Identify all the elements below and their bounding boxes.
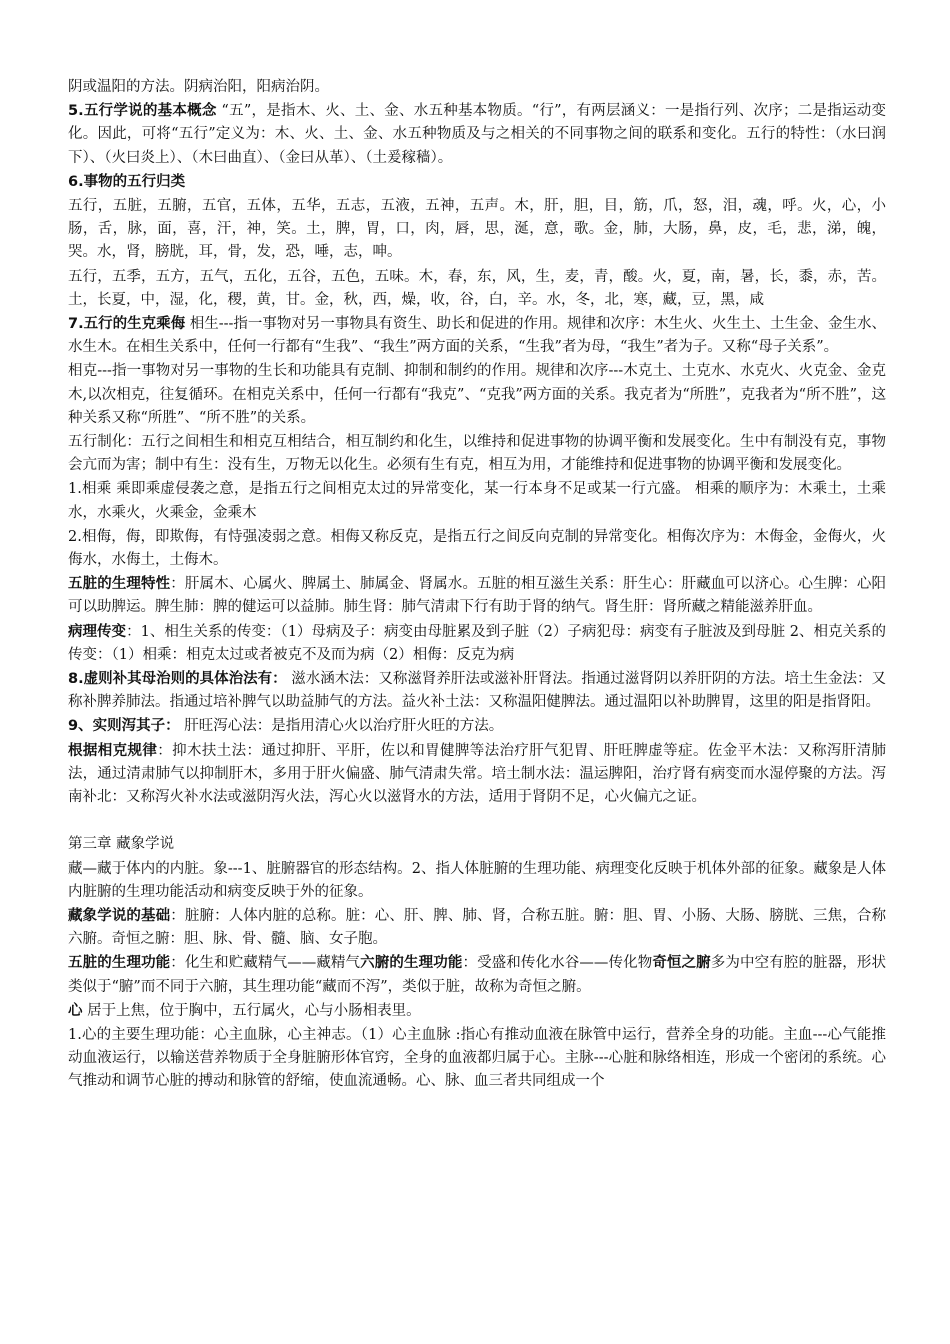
section-heading: 藏象学说的基础 (68, 907, 171, 924)
paragraph-text: ：抑木扶土法：通过抑肝、平肝，佐以和胃健脾等法治疗肝气犯胃、肝旺脾虚等症。佐金平木法：又称泻肝清肺法，通过清肃肺气以抑制肝木，多用于肝火偏盛、肺气清肃失常。培土制水法：温运脾阳，治疗肾有病变而水湿停聚的方法。泻南补北：又称泻火补水法或滋阴泻火法，泻心火以滋肾水的方法，适用于肾阴不足，心火偏亢之证。 (68, 742, 886, 806)
section-heading: 7.五行的生克乘侮 (68, 316, 186, 333)
section-heading: 五脏的生理功能 (68, 955, 171, 972)
paragraph-zangxiang-basis (68, 905, 886, 951)
section-heading: 心 (68, 1002, 83, 1019)
paragraph-five-elements-classification-heading (68, 171, 886, 194)
paragraph-text: 2.相侮，侮，即欺侮，有恃强凌弱之意。相侮又称反克，是指五行之间反向克制的异常变化。相侮次序为：木侮金，金侮火，火侮水，水侮土，土侮木。 (68, 528, 886, 569)
paragraph-organ-characteristics (68, 573, 886, 619)
paragraph-text: 1.心的主要生理功能：心主血脉，心主神志。（1）心主血脉 :指心有推动血液在脉管中运行，营养全身的功能。主血---心气能推动血液运行，以输送营养物质于全身脏腑形体官窍，全身的血液都归属于心。主脉---心脏和脉络相连，形成一个密闭的系统。心气推动和调节心脏的搏动和脉管的舒缩，使血流通畅。心、脉、血三者共同组成一个 (68, 1026, 886, 1090)
paragraph-text: 五行，五季，五方，五气，五化，五谷，五色，五味。木，春，东，风，生，麦，青，酸。火，夏，南，暑，长，黍，赤，苦。土，长夏，中，湿，化，稷，黄，甘。金，秋，西，燥，收，谷，白，辛。水，冬，北，寒，藏，豆，黑，咸 (68, 268, 886, 308)
paragraph-control-transformation (68, 431, 886, 477)
paragraph-five-seasons-table (68, 266, 886, 312)
paragraph-heart-functions (68, 1024, 886, 1094)
section-heading: 六腑的生理功能 (360, 955, 463, 972)
paragraph-purge-child (68, 715, 886, 738)
paragraph-tonify-mother (68, 668, 886, 714)
paragraph-text: ：1、相生关系的传变：（1）母病及子：病变由母脏累及到子脏（2）子病犯母：病变有子脏波及到母脏 2、相克关系的传变：（1）相乘：相克太过或者被克不及而为病（2）相侮：反克为病 (68, 623, 887, 663)
paragraph-overacting (68, 478, 886, 524)
paragraph-text: 相生---指一事物对另一事物具有资生、助长和促进的作用。规律和次序：木生火、火生土、土生金、金生水、水生木。在相生关系中，任何一行都有“生我”、“我生”两方面的关系，“生我”者为母，“我生”者为子。又称“母子关系”。 (68, 316, 886, 356)
paragraph-text: ：化生和贮藏精气——藏精气 (170, 955, 361, 972)
paragraph-five-organs-table (68, 195, 886, 265)
paragraph-text: 藏—藏于体内的内脏。象---1、脏腑器官的形态结构。2、指人体脏腑的生理功能、病理变化反映于机体外部的征象。藏象是人体内脏腑的生理功能活动和病变反映于外的征象。 (68, 860, 886, 900)
paragraph-counteracting (68, 526, 886, 572)
paragraph-organ-functions (68, 952, 886, 998)
paragraph-text: 肝旺泻心法：是指用清心火以治疗肝火旺的方法。 (179, 718, 504, 735)
section-heading: 根据相克规律 (68, 742, 158, 759)
paragraph-text: 滋水涵木法：又称滋肾养肝法或滋补肝肾法。指通过滋肾阴以养肝阴的方法。培土生金法：又称补脾养肺法。指通过培补脾气以助益肺气的方法。益火补土法：又称温阳健脾法。通过温阳以补助脾胃，这里的阳是指肾阳。 (68, 671, 886, 711)
section-heading: 五脏的生理特性 (68, 576, 171, 593)
paragraph-restriction-rules (68, 740, 886, 810)
paragraph-text: 相克---指一事物对另一事物的生长和功能具有克制、抑制和制约的作用。规律和次序---木克土、土克水、水克火、火克金、金克木,以次相克，往复循环。在相克关系中，任何一行都有“我克”、“克我”两方面的关系。我克者为“所胜”，克我者为“所不胜”，这种关系又称“所胜”、“所不胜”的关系。 (68, 363, 886, 426)
paragraph-text: 五行制化：五行之间相生和相克互相结合，相互制约和化生，以维持和促进事物的协调平衡和发展变化。生中有制没有克，事物会亢而为害；制中有生：没有生，万物无以化生。必须有生有克，相互为用，才能维持和促进事物的协调平衡和发展变化。 (68, 434, 886, 474)
paragraph-text: ：肝属木、心属火、脾属土、肺属金、肾属水。五脏的相互滋生关系：肝生心：肝藏血可以济心。心生脾：心阳可以助脾运。脾生肺：脾的健运可以益肺。肺生肾：肺气清肃下行有助于肾的纳气。肾生肝：肾所藏之精能滋养肝血。 (68, 576, 886, 616)
paragraph-yin-yang-method (68, 76, 886, 99)
section-heading: 9、实则泻其子： (68, 718, 180, 735)
section-heading: 5.五行学说的基本概念 (68, 103, 217, 120)
section-heading: 8.虚则补其母治则的具体治法有： (68, 671, 287, 688)
paragraph-generation-restriction (68, 313, 886, 359)
blank-line (68, 809, 886, 833)
paragraph-text: 多为中空有腔的脏器，形状类似于“腑”而不同于六腑，其生理功能“藏而不泻”，类似于脏，故称为奇恒之腑。 (68, 955, 887, 995)
paragraph-text: 1.相乘 乘即乘虚侵袭之意，是指五行之间相克太过的异常变化，某一行本身不足或某一行亢盛。 相乘的顺序为：木乘土，土乘水，水乘火，火乘金，金乘木 (68, 481, 886, 521)
paragraph-pathological-transmission (68, 621, 886, 667)
paragraph-text: ：脏腑：人体内脏的总称。脏：心、肝、脾、肺、肾，合称五脏。腑：胆、胃、小肠、大肠、膀胱、三焦，合称六腑。奇恒之腑：胆、脉、骨、髓、脑、女子胞。 (68, 907, 886, 948)
paragraph-zangxiang-definition (68, 858, 886, 904)
chapter-title (68, 833, 886, 856)
section-heading: 6.事物的五行归类 (68, 173, 186, 190)
paragraph-heart-location (68, 1000, 886, 1023)
paragraph-five-elements-concept (68, 100, 886, 170)
section-heading: 奇恒之腑 (652, 955, 711, 972)
paragraph-text: 居于上焦，位于胸中，五行属火，心与小肠相表里。 (82, 1002, 421, 1019)
paragraph-text: 阴或温阳的方法。阴病治阳，阳病治阴。 (68, 79, 329, 95)
section-heading: 病理传变 (68, 623, 127, 640)
chapter-title-text: 第三章 藏象学说 (68, 836, 175, 853)
paragraph-text: “五”，是指木、火、土、金、水五种基本物质。“行”，有两层涵义：一是指行列、次序；二是指运动变化。因此，可将“五行”定义为：木、火、土、金、水五种物质及与之相关的不同事物之间的联系和变化。五行的特性：（水曰润下）、（火曰炎上）、（木曰曲直）、（金曰从革）、（土爰稼穑）。 (68, 103, 886, 166)
paragraph-restriction (68, 360, 886, 430)
paragraph-text: 五行，五脏，五腑，五官，五体，五华，五志，五液，五神，五声。木，肝，胆，目，筋，爪，怒，泪，魂，呼。火，心，小肠，舌，脉，面，喜，汗，神，笑。土，脾，胃，口，肉，唇，思，涎，意，歌。金，肺，大肠，鼻，皮，毛，悲，涕，魄，哭。水，肾，膀胱，耳，骨，发，恐，唾，志，呻。 (68, 198, 886, 261)
paragraph-text: ：受盛和传化水谷——传化物 (462, 955, 653, 972)
